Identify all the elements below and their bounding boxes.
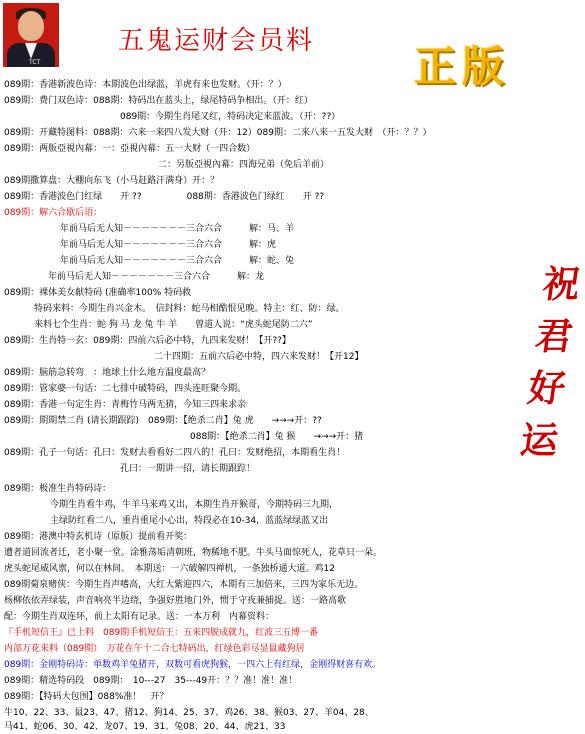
text-line: 089期：脑筋急转弯 ：地球上什么地方温度最高？ [4, 368, 211, 378]
text-line: 主绿防红看二八，重肖重尾小心出，特段必在10-34，蓝蓝绿绿蓝又出 [50, 516, 329, 526]
text-line: 089期：香港波色门红绿 开 ?? 088期：香港波色门绿红 开 ?? [4, 192, 325, 202]
text-line: 特码来料：今期生肖兴金木。 信封料：蛇马相酷恨见晚。特主：红、防：绿。 [34, 304, 345, 314]
authentic-edition-badge: 正版 [414, 42, 511, 91]
text-line: 杨柳依依弄绿装，声音响亮半边绕，争强好胜地门外，惯于守夜兼捕捉。送：一路高歌 [4, 596, 347, 606]
portrait-caption: TCT [29, 59, 41, 66]
text-line: 089期：【特码大包围】088%准！ 开？ [4, 692, 169, 702]
text-line: 今期生肖看牛鸡，牛羊马来鸡又出，本期生肖开猴哥，今期特码三九期， [50, 500, 339, 510]
portrait-face [18, 11, 44, 41]
text-line: 089期：今期生肖尾又红，特码决定来蓝波。（开：??） [120, 112, 341, 122]
text-line: 089期：开藏特图料：088期：六来一来四八发大财（开：12）089期：二来八来一五发大财 （开：？？） [4, 128, 432, 138]
text-line: 089期：费门双色诗：088期：特码出在蓝头上，绿尾特码争相出。（开：红） [4, 96, 313, 106]
text-line: 年前马后无人知－－－－－－－三合六合 解：虎 [60, 240, 277, 250]
page-title: 五鬼运财会员料 [118, 26, 315, 56]
text-line: 孔曰：一期讲一招，请长期跟踪！ [120, 464, 256, 474]
slogan-char-3: 好 [525, 366, 569, 410]
text-line: 二：另版亞視內幕：四海兄弟（免后羊前） [158, 160, 330, 170]
text-line: 089期：两版亞視內幕：一：亞視內幕：五一大财（一四合数） [4, 144, 256, 154]
slogan-char-2: 君 [532, 314, 576, 358]
text-line: 年前马后无人知－－－－－－－三合六合 解：龙 [48, 272, 265, 282]
text-line: 089期：精选特码段 089期： 10---27 35---49开：？？准！准！准！ [4, 676, 298, 686]
text-line: 089期菊泉赌侠：今期生肖声嗜高，大红大紫迎四六，本期有三加倍来，三四为家乐无边。 [4, 580, 364, 590]
text-line: 089期：期期禁二肖 (请长期跟踪) 089期：【绝杀二肖】兔 虎 →→→开：?? [4, 416, 322, 426]
text-line: 089期：孔子一句话：孔曰：发财去看看好二四八的！孔曰：发财绝招，本期看生肖！ [4, 448, 346, 458]
text-line: 来料七个生肖：蛇 狗 马 龙 兔 牛 羊 曾道人说：“虎头蛇尾防二六” [34, 320, 313, 330]
text-line: 遭者道回流者迁，老小聚一堂。涂雅荡垢清朝班，物稀地不肥。牛头马面惊死人，花草只一朵。 [4, 548, 383, 558]
text-line: 089期：生肖特一玄：089期：四前六后必中特，九四来发财！【开??】 [4, 336, 291, 346]
text-line: 二十四期：五前六后必中特，四六来发财！【开12】 [154, 352, 364, 362]
text-line: 年前马后无人知－－－－－－－三合六合 解：蛇、兔 [60, 256, 295, 266]
text-line: 089期撒算盘：大棚向东飞（小马赶路汗满身）开：？ [4, 176, 220, 186]
text-line: 089期：解六合歇后语： [4, 208, 103, 218]
good-luck-vertical-slogan [517, 258, 585, 462]
text-line: 配：今期生肖双连环，前上太阳有记录。送：一本万利 内幕资料： [4, 612, 275, 622]
text-line: 089期：管家婆一句话：二七排中破特码，四头连旺聚今期。 [4, 384, 247, 394]
text-line: 089期：香港新波色诗：本期波色出绿蓝，羊虎有来也发财。（开：？） [4, 80, 287, 90]
text-line: 089期：港澳中特玄机诗（原版）提前看开奖： [4, 532, 193, 542]
text-line: 088期：【绝杀二肖】兔 猴 →→→开：猪 [190, 432, 364, 442]
text-line: 089期：极准生肖特码诗： [4, 484, 112, 494]
text-line: 『手机短信王』已上料 089期手机短信王：五来四脱成就九，红波三五博一番 [4, 628, 319, 638]
text-line: 牛10、22、33、鼠23、47、猪12、狗14、25、37、鸡26、38、猴03、27、羊04、28、 [4, 708, 374, 718]
slogan-char-1: 祝 [539, 262, 584, 306]
text-line: 089期：裸体美女献特码 (准确率100% 特码救 [4, 288, 192, 298]
slogan-char-4: 运 [517, 418, 562, 462]
text-line: 内部万花来料（089期） 万花在午十二合七特码出，红绿色彩尽显鼠藏狗居 [4, 644, 305, 654]
text-line: 089期：金刚特码诗：单数鸡羊兔猪开，双数可看虎狗猴，一四六上有红绿，金刚得财喜有欢。 [4, 660, 382, 670]
host-portrait-photo [3, 3, 59, 67]
text-line: 089期：香港一句定生肖：青梅竹马两无猜，今知三四来求亲 [4, 400, 247, 410]
text-line: 年前马后无人知－－－－－－－三合六合 解：马、羊 [60, 224, 295, 234]
text-line: 虎头蛇尾威风禀，何以在林间。 本期送：一六破解四禅机，一条独桥通大道。鸡12 [4, 564, 335, 574]
text-line: 马41、蛇06、30、42、龙07、19、31、兔08、20、44、虎21、33 [4, 722, 286, 732]
